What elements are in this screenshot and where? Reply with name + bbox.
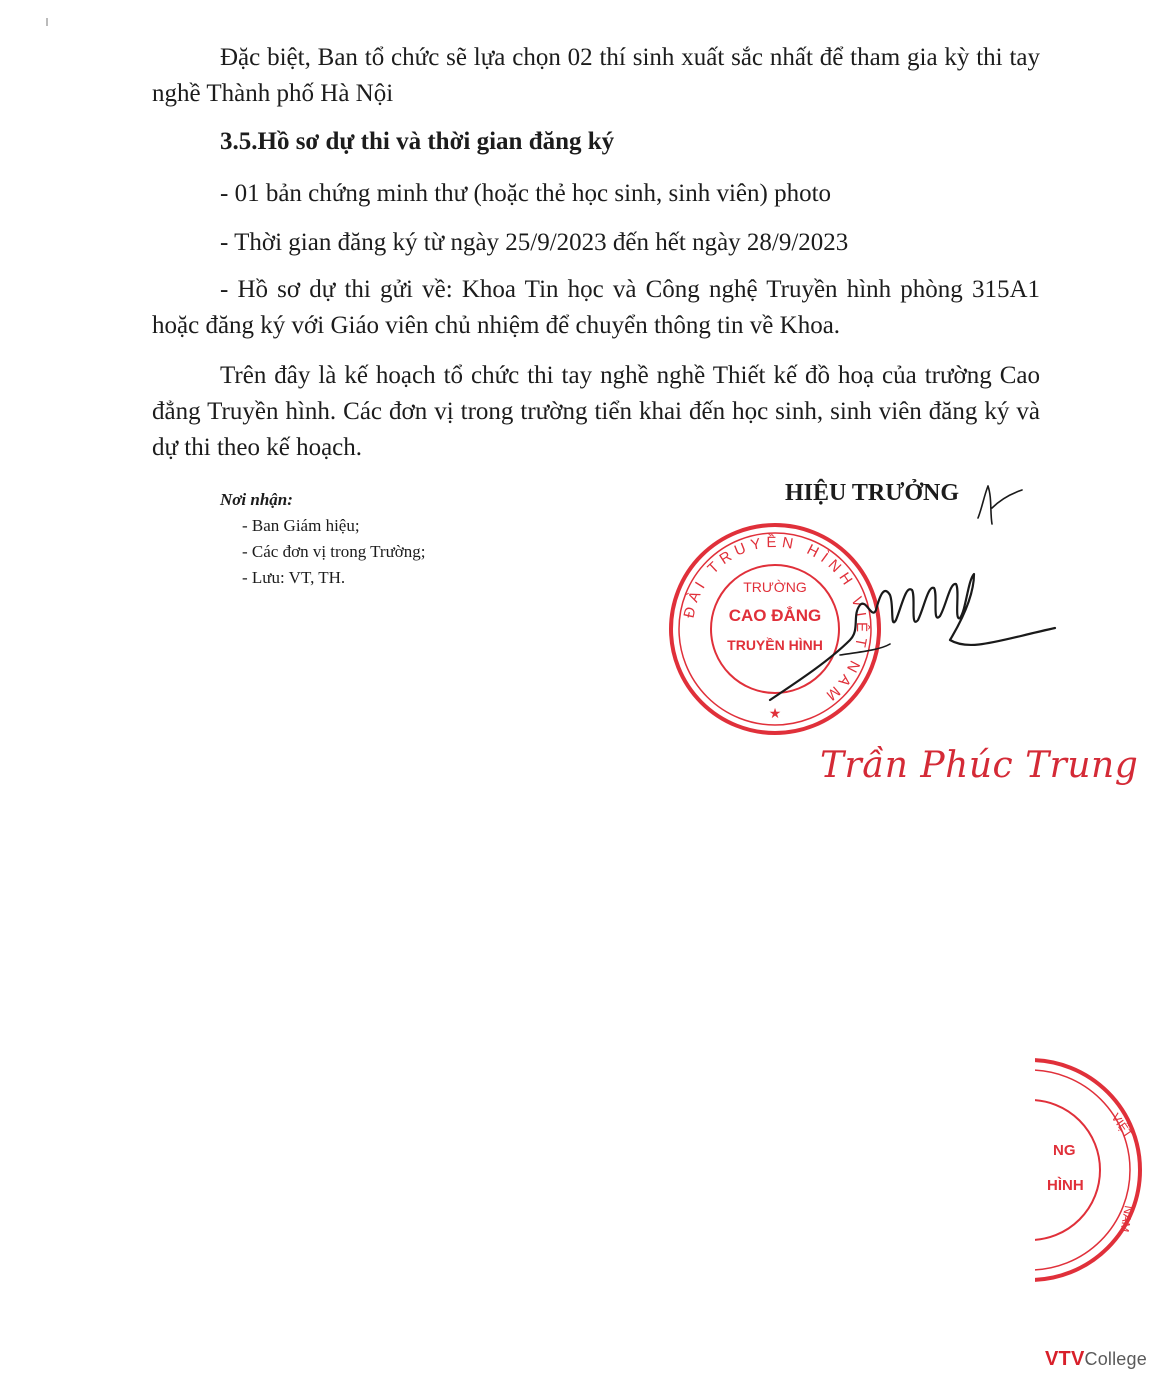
scan-mark xyxy=(46,18,48,26)
seal-line-1: TRƯỜNG xyxy=(743,579,807,595)
section-heading: 3.5.Hồ sơ dự thi và thời gian đăng ký xyxy=(220,128,615,155)
recipient-item: - Lưu: VT, TH. xyxy=(242,568,346,587)
recipient-item: - Các đơn vị trong Trường; xyxy=(242,542,426,561)
seal-line-2: CAO ĐẲNG xyxy=(728,606,822,625)
recipients-block xyxy=(220,487,426,591)
svg-text:NAM: NAM xyxy=(1117,1204,1136,1234)
svg-text:★: ★ xyxy=(768,705,782,721)
recipients-list xyxy=(220,513,426,591)
bullet-submission: - Hồ sơ dự thi gửi về: Khoa Tin học và Công nghệ Truyền hình phòng 315A1 hoặc đăng ký với Giáo viên chủ nhiệm để chuyển thông tin về Khoa. xyxy=(152,276,1040,339)
seal-line-3: TRUYỀN HÌNH xyxy=(727,637,823,653)
handwritten-signature xyxy=(760,560,1060,710)
signer-title: HIỆU TRƯỞNG xyxy=(785,480,960,506)
logo-brand: VTV xyxy=(1045,1348,1085,1370)
svg-text:NG: NG xyxy=(1053,1142,1076,1159)
recipients-label: Nơi nhận: xyxy=(220,490,293,509)
vtv-college-logo xyxy=(1045,1348,1147,1371)
svg-text:VIỆT: VIỆT xyxy=(1108,1110,1136,1141)
logo-suffix: College xyxy=(1084,1349,1147,1369)
recipient-item: - Ban Giám hiệu; xyxy=(242,516,360,535)
initial-mark xyxy=(970,478,1030,528)
paragraph-special: Đặc biệt, Ban tổ chức sẽ lựa chọn 02 thí sinh xuất sắc nhất để tham gia kỳ thi tay nghề Thành phố Hà Nội xyxy=(152,44,1040,107)
bullet-registration-time: - Thời gian đăng ký từ ngày 25/9/2023 đến hết ngày 28/9/2023 xyxy=(220,229,849,256)
partial-seal xyxy=(1035,1055,1170,1285)
seal-outer-text: ĐÀI TRUYỀN HÌNH VIỆT NAM xyxy=(680,533,871,707)
bullet-id-card: - 01 bản chứng minh thư (hoặc thẻ học sinh, sinh viên) photo xyxy=(220,180,832,207)
paragraph-closing: Trên đây là kế hoạch tổ chức thi tay nghề nghề Thiết kế đồ hoạ của trường Cao đẳng Truyền hình. Các đơn vị trong trường tiển khai đến học sinh, sinh viên đăng ký và dự thi theo kế hoạch. xyxy=(152,362,1040,461)
signer-name: Trần Phúc Trung xyxy=(820,745,1139,786)
svg-text:HÌNH: HÌNH xyxy=(1047,1177,1084,1194)
